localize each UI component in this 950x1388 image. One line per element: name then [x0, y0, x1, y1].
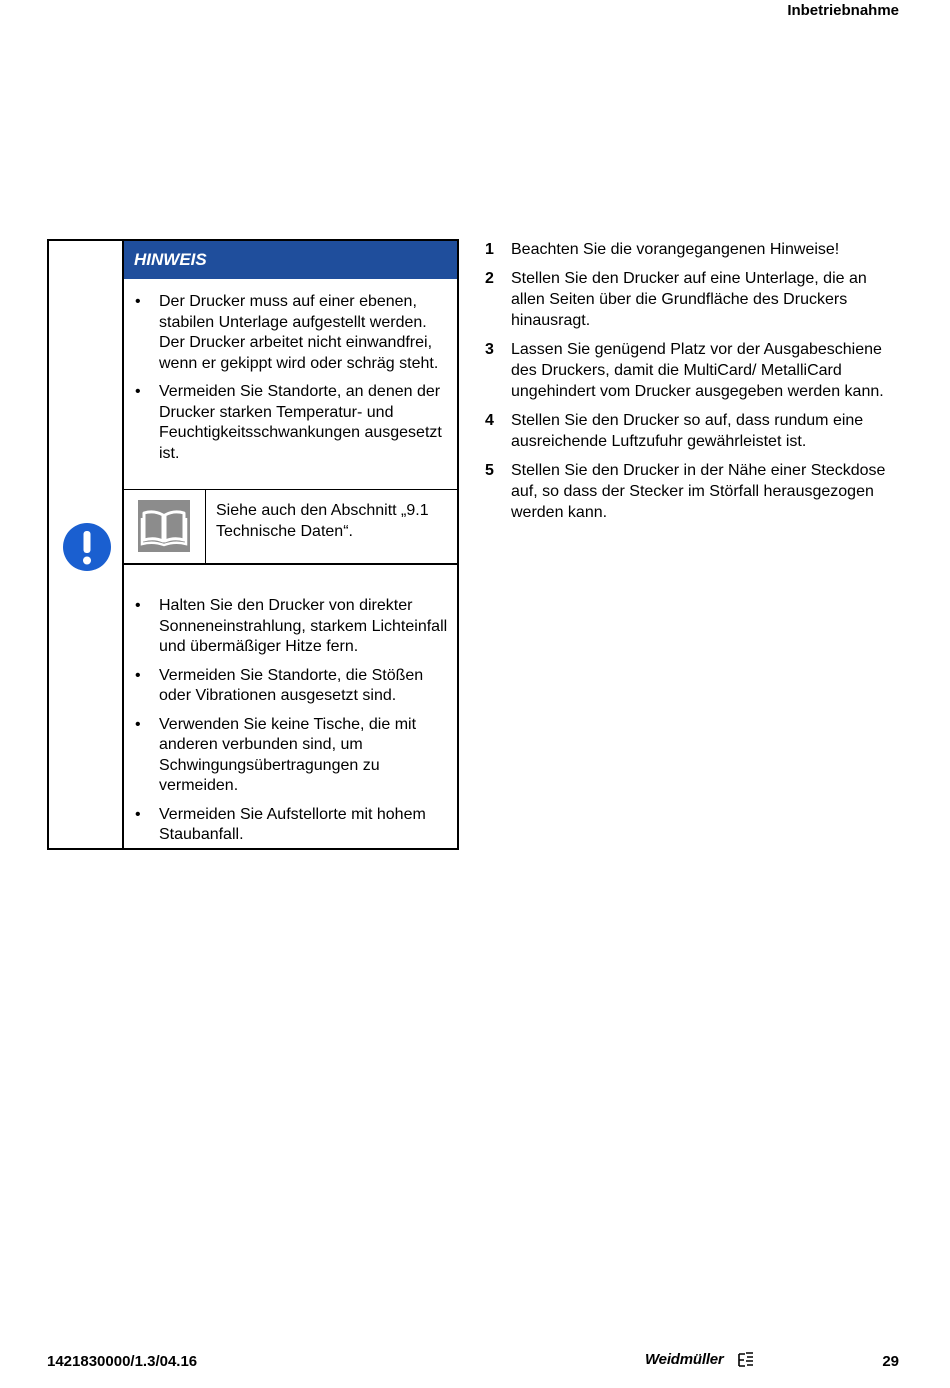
divider [124, 563, 457, 565]
step-number: 3 [485, 341, 494, 358]
step-text: Lassen Sie genügend Platz vor der Ausgabeschiene des Druckers, damit die MultiCard/ MetalliCard ungehindert vom Drucker ausgegeben werden kann. [511, 341, 884, 400]
brand-logo-icon [737, 1351, 755, 1369]
brand-name: Weidmüller [645, 1351, 724, 1368]
step-number: 5 [485, 462, 494, 479]
book-icon-cell [124, 490, 206, 563]
list-item: • Der Drucker muss auf einer ebenen, stabilen Unterlage aufgestellt werden. Der Drucker arbeitet nicht einwandfrei, wenn er gekippt wird oder schräg steht. [124, 292, 457, 374]
list-item: • Verwenden Sie keine Tische, die mit anderen verbunden sind, um Schwingungsübertragungen zu vermeiden. [124, 715, 457, 797]
step-item [485, 410, 900, 452]
reference-row [124, 489, 457, 563]
step-number: 1 [485, 241, 494, 258]
page-header-title: Inbetriebnahme [787, 2, 899, 19]
installation-steps [485, 239, 900, 531]
notice-top-bullets [124, 292, 457, 472]
step-item [485, 339, 900, 402]
step-number: 4 [485, 412, 494, 429]
step-item [485, 268, 900, 331]
notice-box [47, 239, 459, 850]
step-text: Stellen Sie den Drucker auf eine Unterlage, die an allen Seiten über die Grundfläche des Druckers hinausragt. [511, 270, 867, 329]
step-item [485, 239, 900, 260]
book-icon [138, 500, 190, 552]
exclamation-circle-icon [62, 522, 112, 572]
notice-bottom-bullets [124, 596, 457, 854]
step-text: Stellen Sie den Drucker in der Nähe einer Steckdose auf, so dass der Stecker im Störfall herausgezogen werden kann. [511, 462, 886, 521]
step-number: 2 [485, 270, 494, 287]
notice-header: HINWEIS [124, 241, 457, 279]
list-item: • Vermeiden Sie Standorte, an denen der Drucker starken Temperatur- und Feuchtigkeitsschwankungen ausgesetzt ist. [124, 382, 457, 464]
step-item [485, 460, 900, 523]
step-text: Beachten Sie die vorangegangenen Hinweise! [511, 241, 840, 258]
list-item: • Vermeiden Sie Standorte, die Stößen oder Vibrationen ausgesetzt sind. [124, 666, 457, 707]
step-text: Stellen Sie den Drucker so auf, dass rundum eine ausreichende Luftzufuhr gewährleistet ist. [511, 412, 864, 450]
document-code: 1421830000/1.3/04.16 [47, 1353, 198, 1370]
list-item: • Halten Sie den Drucker von direkter Sonneneinstrahlung, starkem Lichteinfall und übermäßiger Hitze fern. [124, 596, 457, 658]
reference-text: Siehe auch den Abschnitt „9.1 Technische Daten“. [216, 502, 429, 540]
list-item: • Vermeiden Sie Aufstellorte mit hohem Staubanfall. [124, 805, 457, 846]
page-number: 29 [882, 1353, 899, 1370]
notice-icon-column [49, 241, 124, 848]
